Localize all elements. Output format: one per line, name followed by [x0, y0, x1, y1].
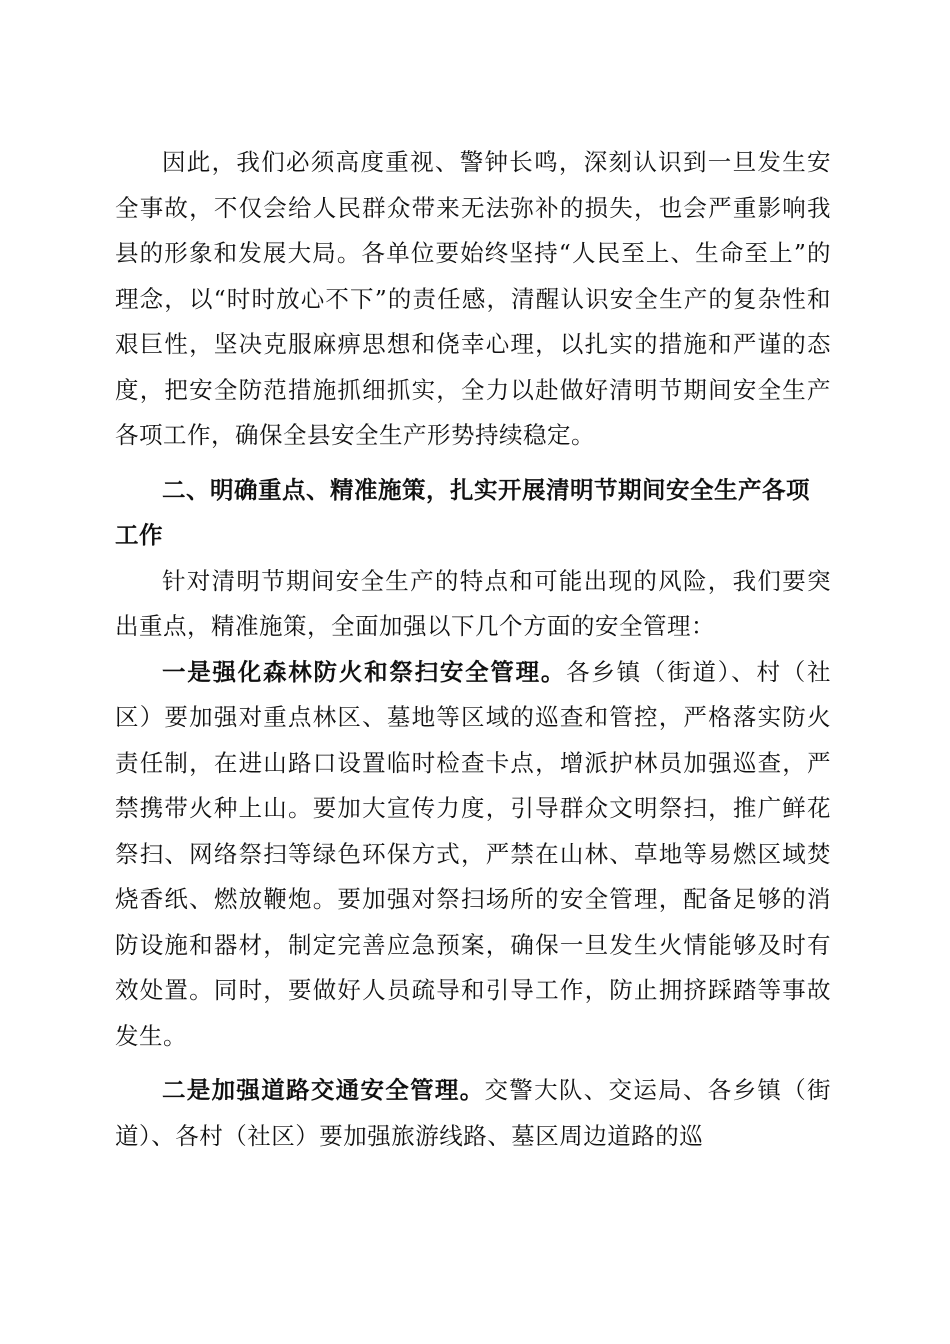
paragraph-lead-forest-fire: 一是强化森林防火和祭扫安全管理。 [162, 657, 567, 686]
document-body [115, 140, 831, 1159]
paragraph-body-forest-fire: 各乡镇（街道）、村（社区）要加强对重点林区、墓地等区域的巡查和管控，严格落实防火责任制，在进山路口设置临时检查卡点，增派护林员加强巡查，严禁携带火种上山。要加大宣传力度，引导群众文明祭扫，推广鲜花祭扫、网络祭扫等绿色环保方式，严禁在山林、草地等易燃区域焚烧香纸、燃放鞭炮。要加强对祭扫场所的安全管理，配备足够的消防设施和器材，制定完善应急预案，确保一旦发生火情能够及时有效处置。同时，要做好人员疏导和引导工作，防止拥挤踩踏等事故发生。 [115, 657, 832, 1050]
paragraph-forest-fire [115, 650, 831, 1060]
paragraph-road-traffic [115, 1068, 831, 1159]
paragraph-body-road-traffic: 交警大队、交运局、各乡镇（街道）、各村（社区）要加强旅游线路、墓区周边道路的巡 [115, 1076, 831, 1150]
paragraph-intro: 针对清明节期间安全生产的特点和可能出现的风险，我们要突出重点，精准施策，全面加强以下几个方面的安全管理： [115, 566, 831, 640]
paragraph-lead-road-traffic: 二是加强道路交通安全管理。 [162, 1076, 485, 1104]
section-heading-2: 二、明确重点、精准施策，扎实开展清明节期间安全生产各项工作 [115, 475, 810, 549]
paragraph-conclusion: 因此，我们必须高度重视、警钟长鸣，深刻认识到一旦发生安全事故，不仅会给人民群众带来无法弥补的损失，也会严重影响我县的形象和发展大局。各单位要始终坚持“人民至上、生命至上”的理念，以“时时放心不下”的责任感，清醒认识安全生产的复杂性和艰巨性，坚决克服麻痹思想和侥幸心理，以扎实的措施和严谨的态度，把安全防范措施抓细抓实，全力以赴做好清明节期间安全生产各项工作，确保全县安全生产形势持续稳定。 [115, 148, 831, 449]
